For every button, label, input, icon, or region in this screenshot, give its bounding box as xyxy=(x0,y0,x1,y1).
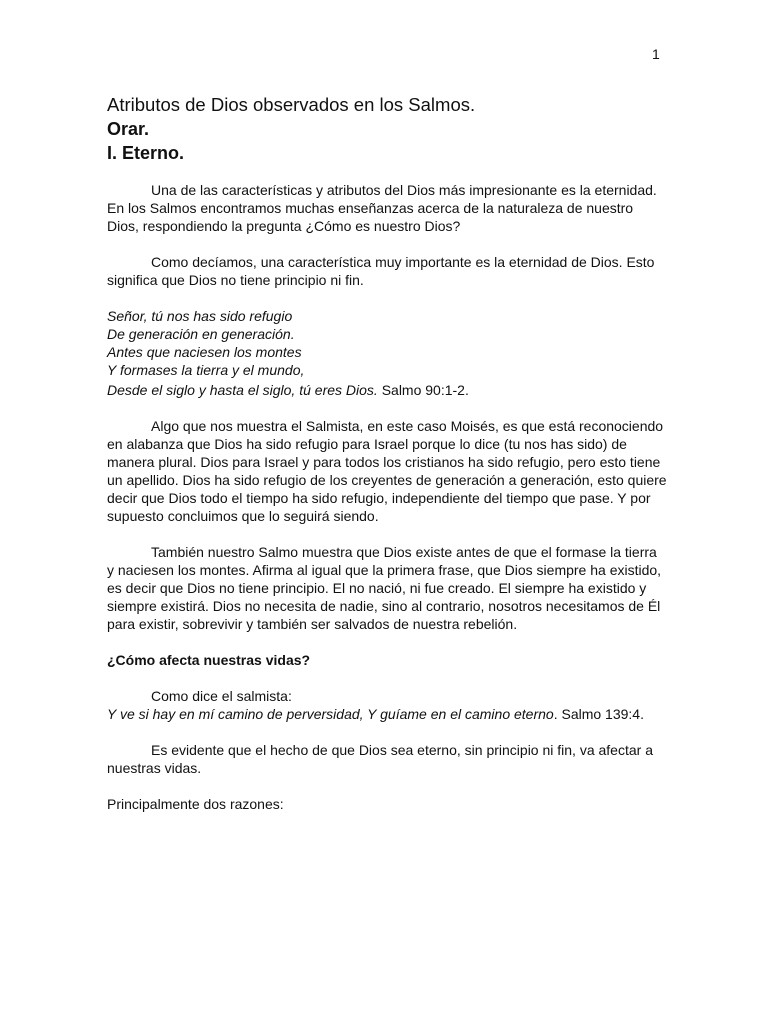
psalm-quote xyxy=(107,307,667,399)
psalm-line xyxy=(107,381,667,399)
document-body xyxy=(107,93,667,813)
psalm-line: Antes que naciesen los montes xyxy=(107,344,302,360)
quote-text: Y ve si hay en mí camino de perversidad, Y guíame en el camino eterno xyxy=(107,706,554,722)
paragraph: Una de las características y atributos del Dios más impresionante es la eternidad. En los Salmos encontramos muchas enseñanzas acerca de la naturaleza de nuestro Dios, respondiendo la pregunta ¿Cómo es nuestro Dios? xyxy=(107,182,657,234)
psalm-line: De generación en generación. xyxy=(107,326,295,342)
heading-orar: Orar. xyxy=(107,119,150,139)
paragraph: Es evidente que el hecho de que Dios sea eterno, sin principio ni fin, va afectar a nuestras vidas. xyxy=(107,742,653,776)
paragraph-intro: Como dice el salmista: xyxy=(151,688,292,704)
section-heading: I. Eterno. xyxy=(107,143,185,163)
page-number: 1 xyxy=(652,46,660,62)
quote-paragraph xyxy=(107,705,667,723)
paragraph: Algo que nos muestra el Salmista, en este caso Moisés, es que está reconociendo en alabanza que Dios ha sido refugio para Israel porque lo dice (tu nos has sido) de manera plural. Dios para Israel y para todos los cristianos ha sido refugio, pero esto tiene un apellido. Dios ha sido refugio de los creyentes de generación a generación, esto quiere decir que Dios todo el tiempo ha sido refugio, independiente del tiempo que pase. Y por supuesto concluimos que lo seguirá siendo. xyxy=(107,418,667,524)
psalm-line: Señor, tú nos has sido refugio xyxy=(107,308,293,324)
quote-reference: . Salmo 139:4. xyxy=(553,706,644,722)
psalm-line: Y formases la tierra y el mundo, xyxy=(107,362,305,378)
psalm-line-text: Desde el siglo y hasta el siglo, tú eres Dios. xyxy=(107,382,378,398)
paragraph: También nuestro Salmo muestra que Dios existe antes de que el formase la tierra y naciesen los montes. Afirma al igual que la primera frase, que Dios siempre ha existido, es decir que Dios no tiene principio. El no nació, ni fue creado. El siempre ha existido y siempre existirá. Dios no necesita de nadie, sino al contrario, nosotros necesitamos de Él para existir, sobrevivir y también ser salvados de nuestra rebelión. xyxy=(107,544,662,632)
paragraph: Principalmente dos razones: xyxy=(107,796,284,812)
psalm-reference: Salmo 90:1-2. xyxy=(377,382,469,398)
paragraph: Como decíamos, una característica muy importante es la eternidad de Dios. Esto significa que Dios no tiene principio ni fin. xyxy=(107,254,655,288)
document-title: Atributos de Dios observados en los Salmos. xyxy=(107,94,476,115)
question-heading: ¿Cómo afecta nuestras vidas? xyxy=(107,652,311,668)
